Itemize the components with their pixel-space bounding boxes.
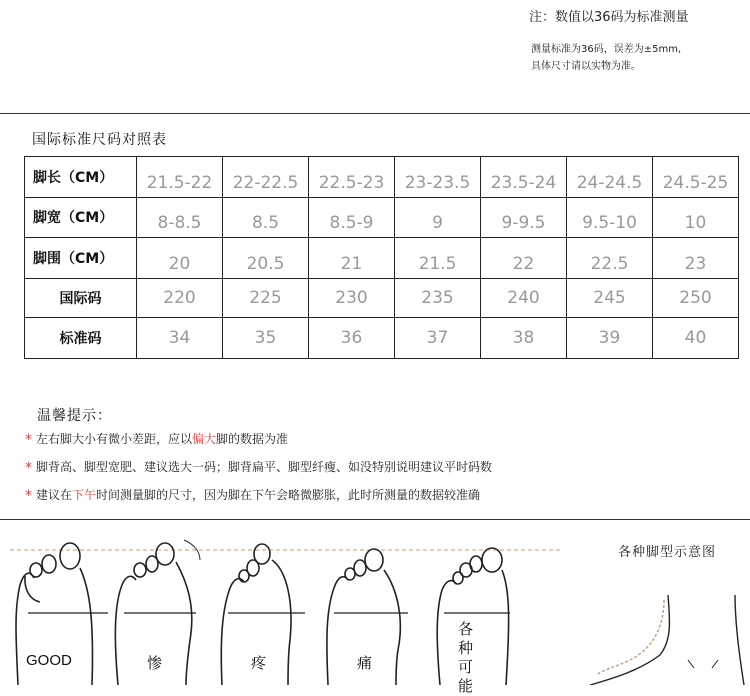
table-cell: 23 [653,238,739,279]
table-cell: 8-8.5 [137,197,223,238]
table-cell: 22.5 [567,238,653,279]
table-cell: 37 [395,318,481,359]
asterisk-icon: * [25,460,32,476]
table-cell: 24-24.5 [567,157,653,198]
table-cell: 23-23.5 [395,157,481,198]
table-cell: 40 [653,318,739,359]
foot-side-view-icon [590,595,744,685]
foot-label-2: 惨 [147,654,163,672]
table-cell: 21 [309,238,395,279]
row-header: 脚围（CM） [25,238,137,279]
tip-3-text-a: 建议在 [36,488,73,502]
table-cell: 22.5-23 [309,157,395,198]
table-cell: 230 [309,278,395,318]
tip-1-text-b: 脚的数据为准 [216,432,289,446]
row-header: 脚长（CM） [25,157,137,198]
table-cell: 220 [137,278,223,318]
tip-1-highlight: 偏大 [192,432,217,446]
table-cell: 225 [223,278,309,318]
table-cell: 250 [653,278,739,318]
divider-bottom [0,519,750,520]
table-cell: 22-22.5 [223,157,309,198]
table-cell: 9-9.5 [481,197,567,238]
table-cell: 9.5-10 [567,197,653,238]
measurement-note-title: 注：数值以36码为标准测量 [529,10,689,25]
foot-label-4: 痛 [357,654,373,672]
row-header: 标准码 [25,318,137,359]
measurement-note-line-2: 具体尺寸请以实物为准。 [531,61,641,72]
table-cell: 8.5-9 [309,197,395,238]
table-cell: 36 [309,318,395,359]
table-cell: 10 [653,197,739,238]
foot-types-title: 各种脚型示意图 [618,545,717,560]
table-cell: 8.5 [223,197,309,238]
tip-item-1 [25,430,288,448]
table-cell: 235 [395,278,481,318]
table-cell: 21.5-22 [137,157,223,198]
table-cell: 23.5-24 [481,157,567,198]
table-row [25,197,739,238]
tip-2-text: 脚背高、脚型宽肥、建议选大一码；脚背扁平、脚型纤瘦、如没特别说明建议平时码数 [36,460,493,474]
table-row [25,318,739,359]
table-row [25,278,739,318]
row-header: 国际码 [25,278,137,318]
table-cell: 245 [567,278,653,318]
table-cell: 34 [137,318,223,359]
tip-item-3 [25,486,480,504]
table-cell: 21.5 [395,238,481,279]
size-chart-table [24,156,739,359]
table-row [25,157,739,198]
foot-label-3: 疼 [251,654,267,672]
table-cell: 38 [481,318,567,359]
tip-3-highlight: 下午 [72,488,97,502]
size-table-title: 国际标准尺码对照表 [32,132,167,148]
table-cell: 35 [223,318,309,359]
tip-1-text-a: 左右脚大小有微小差距，应以 [36,432,193,446]
foot-label-good: GOOD [26,652,72,669]
asterisk-icon: * [25,488,32,504]
table-cell: 20.5 [223,238,309,279]
tip-item-2 [25,458,492,476]
table-cell: 240 [481,278,567,318]
measurement-note-line-1: 测量标准为36码，误差为±5mm, [531,44,682,55]
row-header: 脚宽（CM） [25,197,137,238]
table-cell: 20 [137,238,223,279]
foot-label-5: 各种可能 [458,620,474,695]
table-cell: 24.5-25 [653,157,739,198]
table-cell: 9 [395,197,481,238]
asterisk-icon: * [25,432,32,448]
divider-top [0,113,750,114]
table-cell: 22 [481,238,567,279]
tips-title: 温馨提示： [37,408,112,424]
table-row [25,238,739,279]
tip-3-text-b: 时间测量脚的尺寸，因为脚在下午会略微膨胀，此时所测量的数据较准确 [96,488,481,502]
table-cell: 39 [567,318,653,359]
